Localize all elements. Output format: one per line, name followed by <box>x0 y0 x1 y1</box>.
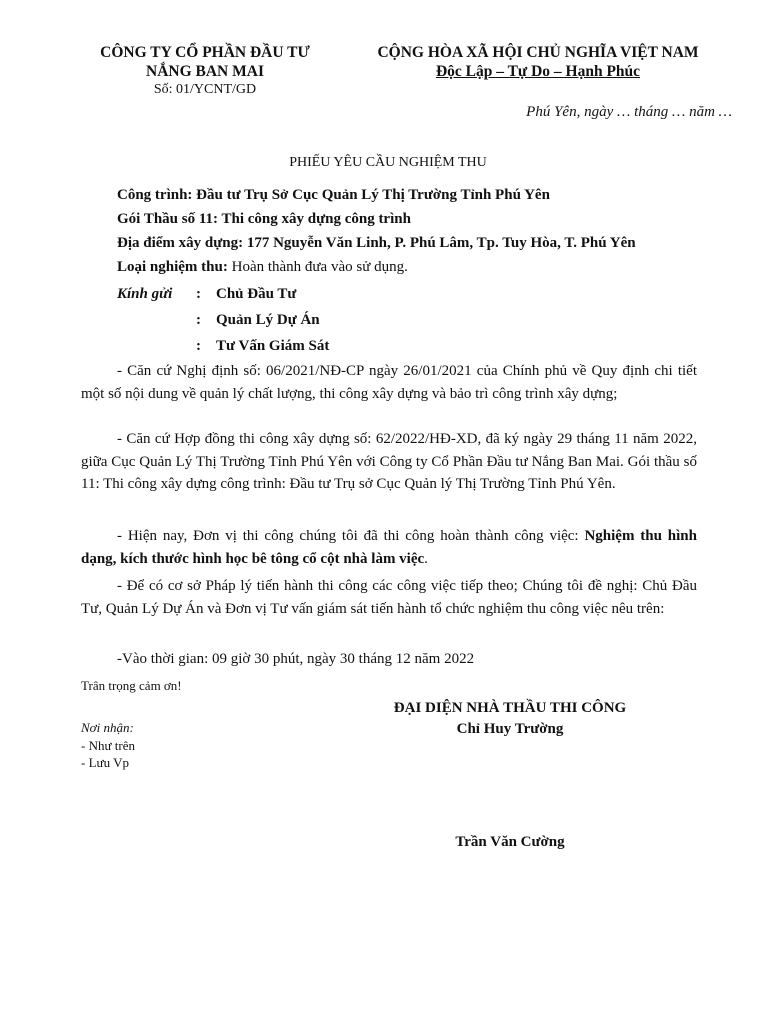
signature-position: Chỉ Huy Trường <box>456 721 564 737</box>
motto-text: Độc Lập – Tự Do – Hạnh Phúc <box>435 63 641 80</box>
recipients-label: Kính gửi <box>117 286 173 302</box>
motto <box>360 63 716 81</box>
company-name-line1: CÔNG TY CỔ PHẦN ĐẦU TƯ <box>100 44 310 61</box>
body-paragraph-1: - Căn cứ Nghị định số: 06/2021/NĐ-CP ngày 26/01/2021 của Chính phủ về Quy định chi tiết một số nội dung về quản lý chất lượng, thi công xây dựng và bảo trì công trình xây dựng; <box>81 363 697 402</box>
recipient-item: Tư Vấn Giám Sát <box>216 338 330 354</box>
receivers-label: Nơi nhận: <box>81 720 134 735</box>
body-paragraph-3: - Hiện nay, Đơn vị thi công chúng tôi đã thi công hoàn thành công việc: Nghiệm thu hình dạng, kích thước hình học bê tông cổ cột nhà làm việc. <box>81 528 697 567</box>
recipient-item: Quản Lý Dự Án <box>216 312 320 328</box>
package-line: Gói Thầu số 11: Thi công xây dựng công trình <box>117 211 411 227</box>
acceptance-type-value: Hoàn thành đưa vào sử dụng. <box>227 259 408 275</box>
location-line: Địa điểm xây dựng: 177 Nguyễn Văn Linh, P. Phú Lâm, Tp. Tuy Hòa, T. Phú Yên <box>117 235 636 251</box>
nation-title: CỘNG HÒA XÃ HỘI CHỦ NGHĨA VIỆT NAM <box>377 44 699 61</box>
project-line: Công trình: Đầu tư Trụ Sở Cục Quản Lý Thị Trường Tỉnh Phú Yên <box>117 187 550 203</box>
recipients-colon: : <box>196 286 201 302</box>
recipients-colon: : <box>196 312 201 328</box>
document-title: PHIẾU YÊU CẦU NGHIỆM THU <box>289 155 487 170</box>
receiver-item: - Như trên <box>81 738 135 753</box>
acceptance-type-line <box>117 259 408 276</box>
recipients-colon: : <box>196 338 201 354</box>
signature-title: ĐẠI DIỆN NHÀ THẦU THI CÔNG <box>393 700 627 716</box>
company-name-line2: NẮNG BAN MAI <box>146 63 264 80</box>
signature-name: Trần Văn Cường <box>455 834 565 850</box>
recipient-item: Chủ Đầu Tư <box>216 286 297 302</box>
body-paragraph-4: - Để có cơ sở Pháp lý tiến hành thi công các công việc tiếp theo; Chúng tôi đề nghị: Chủ Đầu Tư, Quản Lý Dự Án và Đơn vị Tư vấn giám sát tiến hành tổ chức nghiệm thu công việc nêu trên: <box>81 578 697 617</box>
receiver-item: - Lưu Vp <box>81 755 129 770</box>
acceptance-type-label: Loại nghiệm thu: <box>117 259 228 275</box>
document-number: Số: 01/YCNT/GD <box>153 82 257 97</box>
body-paragraph-5: -Vào thời gian: 09 giờ 30 phút, ngày 30 tháng 12 năm 2022 <box>117 651 475 667</box>
place-date: Phú Yên, ngày … tháng … năm … <box>526 104 732 120</box>
closing-text: Trân trọng cảm ơn! <box>81 678 182 693</box>
body-paragraph-2: - Căn cứ Hợp đồng thi công xây dựng số: 62/2022/HĐ-XD, đã ký ngày 29 tháng 11 năm 2022, giữa Cục Quản Lý Thị Trường Tỉnh Phú Yên với Công ty Cổ Phần Đầu tư Nắng Ban Mai. Gói thầu số 11: Thi công xây dựng công trình: Đầu tư Trụ sở Cục Quản lý Thị Trường Tỉnh Phú Yên. <box>81 431 697 492</box>
